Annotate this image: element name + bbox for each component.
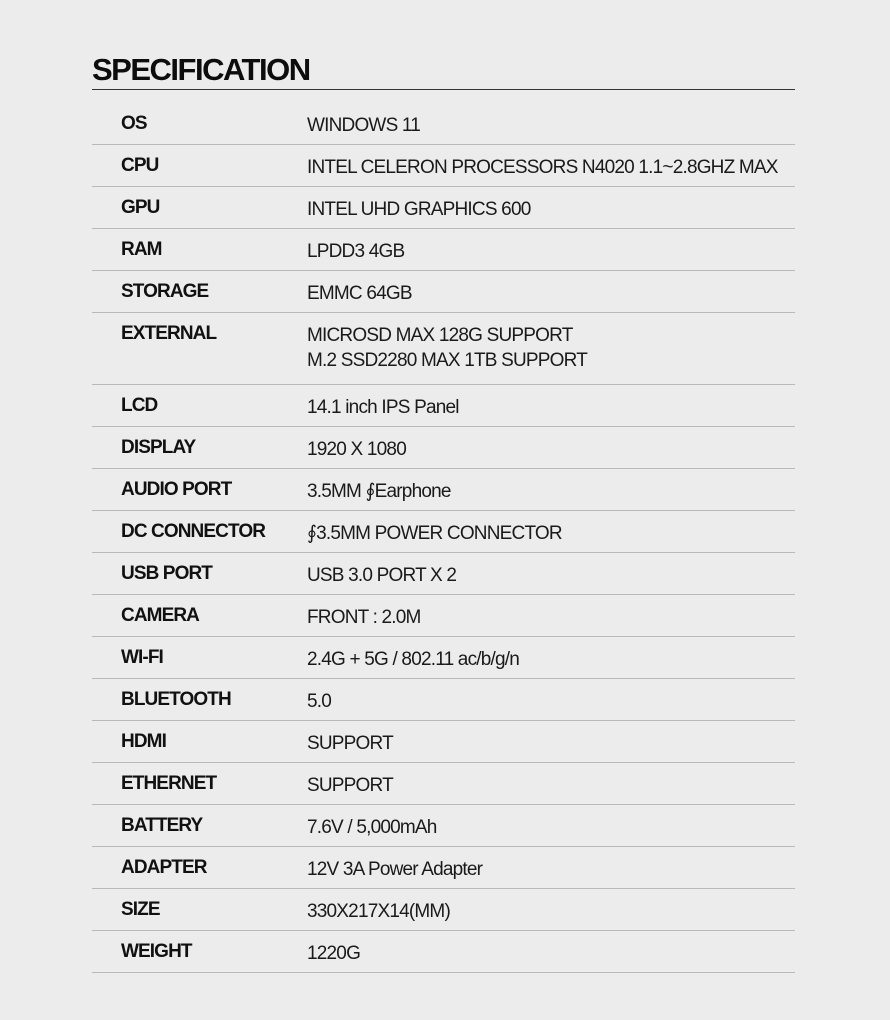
spec-label: RAM [121, 239, 162, 260]
spec-row-os [92, 103, 795, 145]
spec-value-line: M.2 SSD2280 MAX 1TB SUPPORT [307, 350, 588, 371]
spec-value: 1920 X 1080 [307, 439, 406, 460]
spec-label: AUDIO PORT [121, 479, 232, 500]
spec-value: ∮3.5MM POWER CONNECTOR [307, 523, 562, 544]
spec-label: DISPLAY [121, 437, 196, 458]
spec-value [279, 323, 795, 373]
spec-label: WI-FI [121, 647, 163, 668]
spec-row-wifi [92, 637, 795, 679]
title-divider [92, 89, 795, 90]
spec-value: 3.5MM ∮Earphone [307, 481, 451, 502]
spec-row-ram [92, 229, 795, 271]
spec-row-storage [92, 271, 795, 313]
spec-row-bluetooth [92, 679, 795, 721]
spec-label: BATTERY [121, 815, 203, 836]
spec-value: LPDD3 4GB [307, 241, 405, 262]
spec-value-line: MICROSD MAX 128G SUPPORT [307, 325, 573, 346]
spec-value: INTEL UHD GRAPHICS 600 [307, 199, 531, 220]
spec-label: CPU [121, 155, 159, 176]
spec-value: WINDOWS 11 [307, 115, 421, 136]
spec-value: EMMC 64GB [307, 283, 412, 304]
spec-label: ADAPTER [121, 857, 207, 878]
spec-row-display [92, 427, 795, 469]
spec-label: HDMI [121, 731, 166, 752]
spec-label: WEIGHT [121, 941, 192, 962]
spec-label: BLUETOOTH [121, 689, 231, 710]
spec-row-battery [92, 805, 795, 847]
spec-value: 2.4G + 5G / 802.11 ac/b/g/n [307, 649, 520, 670]
spec-row-external [92, 313, 795, 385]
spec-label: ETHERNET [121, 773, 217, 794]
spec-label: DC CONNECTOR [121, 521, 266, 542]
spec-label: OS [121, 113, 147, 134]
spec-value: 7.6V / 5,000mAh [307, 817, 437, 838]
spec-row-gpu [92, 187, 795, 229]
spec-row-weight [92, 931, 795, 973]
spec-row-dc-connector [92, 511, 795, 553]
spec-label: USB PORT [121, 563, 212, 584]
spec-value: 1220G [307, 943, 361, 964]
spec-value: SUPPORT [307, 733, 393, 754]
spec-value: SUPPORT [307, 775, 393, 796]
spec-value: INTEL CELERON PROCESSORS N4020 1.1~2.8GHZ MAX [307, 157, 778, 178]
spec-row-audio-port [92, 469, 795, 511]
spec-label: GPU [121, 197, 160, 218]
spec-row-cpu [92, 145, 795, 187]
spec-row-adapter [92, 847, 795, 889]
spec-row-size [92, 889, 795, 931]
spec-table [92, 103, 795, 973]
spec-label: SIZE [121, 899, 160, 920]
spec-row-camera [92, 595, 795, 637]
page-title: SPECIFICATION [92, 52, 310, 87]
spec-value: 12V 3A Power Adapter [307, 859, 483, 880]
spec-label: EXTERNAL [121, 323, 217, 344]
spec-value: 14.1 inch IPS Panel [307, 397, 459, 418]
spec-label: LCD [121, 395, 158, 416]
spec-row-ethernet [92, 763, 795, 805]
spec-value: 5.0 [307, 691, 332, 712]
spec-value: FRONT : 2.0M [307, 607, 421, 628]
spec-label: STORAGE [121, 281, 209, 302]
spec-row-hdmi [92, 721, 795, 763]
spec-row-lcd [92, 385, 795, 427]
spec-label: CAMERA [121, 605, 199, 626]
spec-value: 330X217X14(MM) [307, 901, 450, 922]
spec-row-usb-port [92, 553, 795, 595]
spec-value: USB 3.0 PORT X 2 [307, 565, 457, 586]
